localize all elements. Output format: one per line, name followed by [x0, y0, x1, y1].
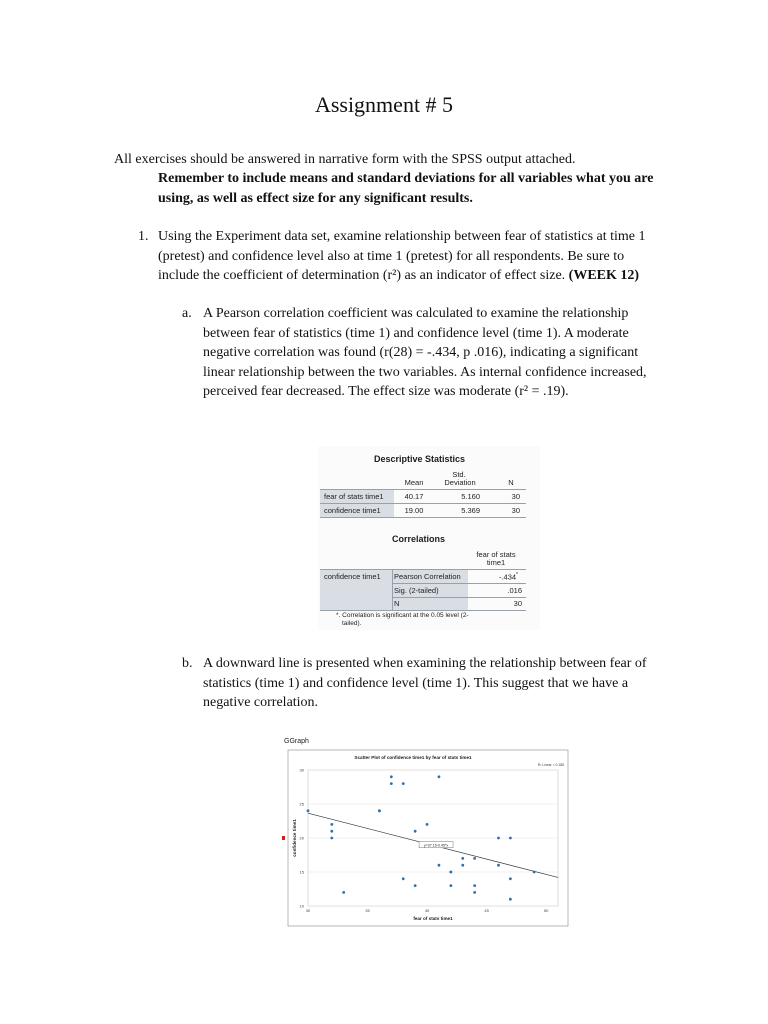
- y-axis-label: confidence time1: [292, 819, 297, 857]
- graph-header: GGraph: [284, 738, 309, 745]
- spss-output: [318, 446, 540, 630]
- y-tick-label: 10: [299, 903, 304, 909]
- descriptives-row-label: fear of stats time1: [320, 490, 394, 503]
- data-point: [307, 809, 310, 812]
- data-point: [438, 864, 441, 867]
- data-point: [461, 864, 464, 867]
- answer-a-text: A Pearson correlation coefficient was calculated to examine the relationship between fear of statistics (time 1) and confidence level (time 1). A moderate negative correlation was found (r(28) = -.434, p .016), indicating a significant linear relationship between the two variables. As internal confidence increased, perceived fear decreased. The effect size was moderate (r² = .19).: [203, 306, 647, 400]
- data-point: [533, 871, 536, 874]
- graph-output: [282, 736, 574, 930]
- correlations-title: Correlations: [392, 534, 446, 544]
- answer-b-label: b.: [182, 656, 193, 671]
- data-point: [449, 871, 452, 874]
- data-point: [330, 823, 333, 826]
- descriptives-header-n: N: [508, 478, 514, 487]
- correlations-footnote: *. Correlation is significant at the 0.05 level (2-: [336, 612, 469, 619]
- data-point: [461, 857, 464, 860]
- data-point: [509, 877, 512, 880]
- x-tick-label: 50: [543, 908, 549, 913]
- chart-title: Scatter Plot of confidence time1 by fear of stats time1: [354, 755, 472, 760]
- question-1-week: (WEEK 12): [568, 268, 640, 284]
- descriptives-cell-n: 30: [511, 506, 520, 515]
- page-title: Assignment # 5: [314, 92, 454, 117]
- data-point: [402, 877, 405, 880]
- correlations-stat: Pearson Correlation: [394, 572, 461, 581]
- answer-a-label: a.: [182, 306, 192, 321]
- x-tick-label: 30: [305, 908, 311, 913]
- y-tick-label: 20: [299, 835, 304, 841]
- y-tick-label: 15: [299, 869, 304, 875]
- data-point: [330, 830, 333, 833]
- descriptives-header-std1: Std.: [452, 470, 466, 479]
- correlations-value: .016: [507, 586, 522, 595]
- data-point: [402, 782, 405, 785]
- data-point: [497, 864, 500, 867]
- data-point: [438, 775, 441, 778]
- descriptives-title: Descriptive Statistics: [374, 454, 466, 464]
- remember-note: Remember to include means and standard deviations for all variables what you are using, as well as effect size for any significant results.: [158, 171, 654, 206]
- data-point: [497, 837, 500, 840]
- y-tick-label: 25: [299, 801, 304, 807]
- fit-label: y=37.15-0.45*x: [423, 843, 449, 848]
- r2-label: R² Linear = 0.188: [537, 763, 564, 767]
- x-tick-label: 40: [424, 908, 430, 913]
- descriptives-cell-n: 30: [511, 492, 520, 501]
- x-tick-label: 35: [365, 908, 370, 913]
- correlations-footnote: tailed).: [342, 620, 362, 627]
- x-tick-label: 45: [484, 908, 489, 913]
- correlations-stat: Sig. (2-tailed): [394, 586, 439, 595]
- data-point: [509, 898, 512, 901]
- data-point: [426, 823, 429, 826]
- y-tick-label: 30: [299, 767, 304, 773]
- descriptives-cell-sd: 5.369: [461, 506, 480, 515]
- data-point: [473, 884, 476, 887]
- descriptives-header-std2: Deviation: [444, 478, 476, 487]
- descriptives-header-mean: Mean: [404, 478, 424, 487]
- correlations-row-label: confidence time1: [324, 572, 381, 581]
- scatter-plot: [282, 736, 574, 930]
- data-point: [509, 837, 512, 840]
- data-point: [414, 830, 417, 833]
- data-point: [449, 884, 452, 887]
- data-point: [414, 884, 417, 887]
- data-point: [342, 891, 345, 894]
- data-point: [473, 891, 476, 894]
- correlations-value: -.434*: [498, 572, 518, 582]
- data-point: [473, 857, 476, 860]
- descriptives-row-label: confidence time1: [320, 504, 394, 517]
- question-1-text: Using the Experiment data set, examine relationship between fear of statistics at time 1 (pretest) and confidence level also at time 1 (pretest) for all respondents. Be sure to include the coefficient of determination (r²) as an indicator of effect size.: [158, 229, 646, 284]
- correlations-stat: N: [394, 599, 400, 608]
- data-point: [378, 809, 381, 812]
- question-1: [158, 227, 658, 286]
- edge-marker: [282, 836, 285, 840]
- correlations-col-header-1: fear of stats: [476, 550, 516, 559]
- data-point: [330, 837, 333, 840]
- intro-text: All exercises should be answered in narrative form with the SPSS output attached.: [114, 152, 576, 167]
- data-point: [390, 782, 393, 785]
- correlations-col-header-2: time1: [486, 558, 506, 567]
- descriptives-cell-sd: 5.160: [461, 492, 480, 501]
- correlations-value: 30: [513, 599, 522, 608]
- descriptives-cell-mean: 19.00: [404, 506, 424, 515]
- question-number: 1.: [138, 229, 149, 244]
- descriptives-cell-mean: 40.17: [404, 492, 424, 501]
- data-point: [390, 775, 393, 778]
- answer-b-text: A downward line is presented when examining the relationship between fear of statistics (time 1) and confidence level (time 1). This suggest that we have a negative correlation.: [203, 656, 647, 711]
- x-axis-label: fear of stats time1: [413, 916, 453, 921]
